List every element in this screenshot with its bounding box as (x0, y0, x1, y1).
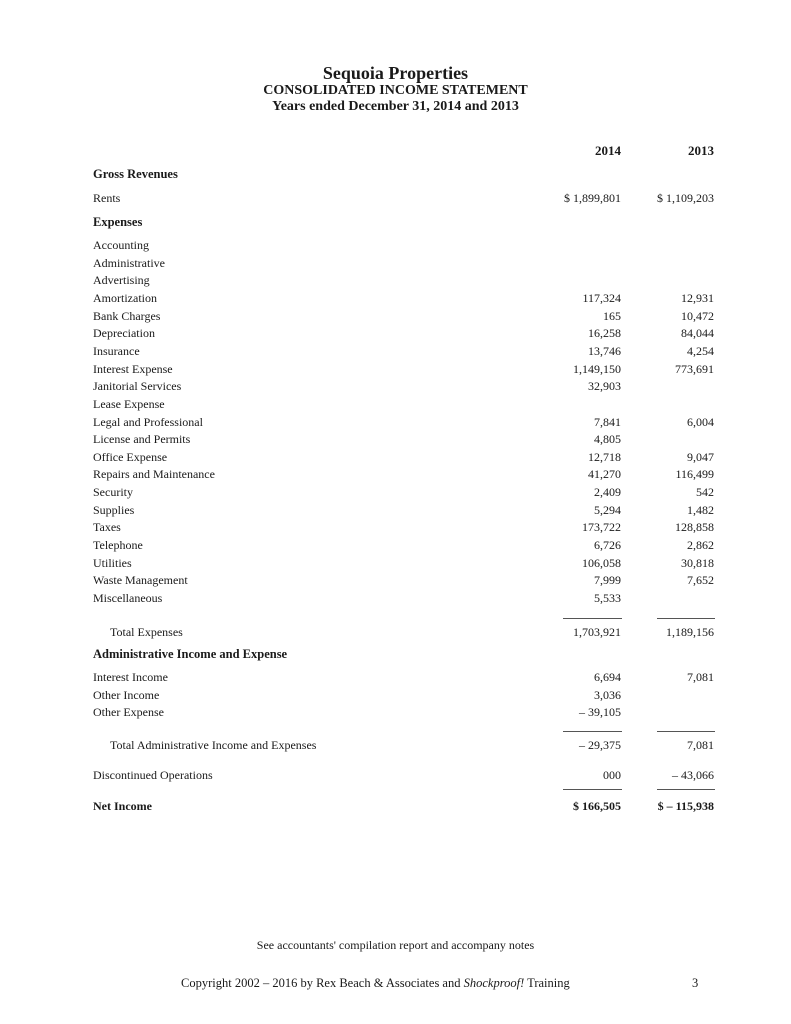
admin-row (0, 670, 791, 688)
value-2014: $ 166,505 (573, 799, 621, 813)
row-net-income (0, 799, 791, 817)
row-label: Insurance (93, 343, 140, 358)
value-2013: 30,818 (681, 555, 714, 570)
copyright-brand: Shockproof! (463, 976, 525, 990)
row-label: Office Expense (93, 449, 168, 464)
admin-rule-2013 (657, 731, 715, 732)
value-2014: 173,722 (582, 520, 621, 535)
value-2013: 6,004 (687, 414, 714, 429)
subtotal-rule-2013 (657, 618, 715, 619)
value-2014: 165 (603, 308, 621, 323)
value-2014: 7,999 (594, 573, 621, 588)
value-2013: – 43,066 (672, 768, 714, 782)
row-label: Depreciation (93, 326, 155, 341)
value-2013: 1,189,156 (666, 625, 714, 639)
row-label: Advertising (93, 273, 150, 288)
row-label: License and Permits (93, 432, 191, 447)
expense-row (0, 326, 791, 344)
value-2013: 84,044 (681, 326, 714, 341)
value-2013: 116,499 (675, 467, 714, 482)
subtotal-rule-2014 (563, 618, 622, 619)
row-label: Lease Expense (93, 396, 165, 411)
expense-row (0, 432, 791, 450)
row-discontinued-operations (0, 768, 791, 786)
row-total-admin (0, 738, 791, 756)
value-2014: 1,149,150 (573, 361, 621, 376)
expense-row (0, 397, 791, 415)
row-total-expenses (0, 625, 791, 643)
expense-row (0, 362, 791, 380)
row-label: Taxes (93, 520, 121, 535)
expense-row (0, 344, 791, 362)
value-2014: 106,058 (582, 555, 621, 570)
row-label: Waste Management (93, 573, 188, 588)
row-label: Amortization (93, 290, 157, 305)
copyright-prefix: Copyright 2002 – 2016 by Rex Beach & Associates and (181, 976, 464, 990)
row-label: Other Income (93, 687, 160, 702)
value-2013: $ 1,109,203 (657, 191, 714, 205)
row-label: Discontinued Operations (93, 768, 213, 782)
expense-row (0, 485, 791, 503)
value-2013: 7,081 (687, 738, 714, 752)
row-label: Utilities (93, 555, 132, 570)
expense-row (0, 450, 791, 468)
row-label: Repairs and Maintenance (93, 467, 215, 482)
row-label: Accounting (93, 238, 149, 252)
net-rule-2014 (563, 789, 622, 790)
expense-row (0, 309, 791, 327)
value-2013: 773,691 (675, 361, 714, 376)
copyright-suffix: Training (524, 976, 570, 990)
value-2014: 5,533 (594, 591, 621, 605)
value-2014: 13,746 (588, 343, 621, 358)
value-2013: 1,482 (687, 502, 714, 517)
row-label: Other Expense (93, 705, 164, 719)
row-label: Interest Expense (93, 361, 173, 376)
company-name: Sequoia Properties (322, 63, 469, 83)
statement-period: Years ended December 31, 2014 and 2013 (272, 99, 519, 114)
section-administrative: Administrative Income and Expense (93, 647, 288, 661)
row-label: Supplies (93, 502, 135, 517)
copyright-line (181, 976, 570, 991)
expense-row (0, 256, 791, 274)
value-2013: 542 (696, 485, 714, 500)
row-label: Bank Charges (93, 308, 161, 323)
value-2013: 2,862 (687, 538, 714, 553)
value-2014: 12,718 (588, 449, 621, 464)
value-2014: 32,903 (588, 379, 621, 394)
expense-row (0, 573, 791, 591)
value-2014: 117,324 (582, 290, 621, 305)
value-2014: 5,294 (594, 502, 621, 517)
column-header-2014: 2014 (595, 143, 621, 158)
value-2014: 6,694 (594, 670, 621, 684)
admin-row (0, 688, 791, 706)
section-gross-revenues: Gross Revenues (93, 167, 178, 181)
expense-row (0, 538, 791, 556)
value-2014: 16,258 (588, 326, 621, 341)
row-label: Rents (93, 191, 121, 205)
expense-row (0, 291, 791, 309)
expense-row (0, 238, 791, 256)
expense-row (0, 379, 791, 397)
value-2014: 000 (603, 768, 621, 782)
value-2014: 41,270 (588, 467, 621, 482)
row-label: Net Income (93, 799, 152, 813)
row-label: Security (93, 485, 133, 500)
row-label: Legal and Professional (93, 414, 203, 429)
expense-row (0, 503, 791, 521)
value-2014: $ 1,899,801 (564, 191, 621, 205)
value-2014: 2,409 (594, 485, 621, 500)
row-label: Janitorial Services (93, 379, 182, 394)
value-2013: 4,254 (687, 343, 714, 358)
statement-title: CONSOLIDATED INCOME STATEMENT (263, 83, 528, 98)
row-label: Interest Income (93, 670, 168, 684)
value-2014: 7,841 (594, 414, 621, 429)
expense-row (0, 467, 791, 485)
admin-row (0, 705, 791, 723)
column-header-2013: 2013 (688, 143, 714, 158)
value-2014: – 29,375 (579, 738, 621, 752)
expense-row (0, 520, 791, 538)
expense-row (0, 591, 791, 609)
footnote: See accountants' compilation report and accompany notes (256, 938, 535, 952)
expense-row (0, 415, 791, 433)
row-label: Administrative (93, 255, 165, 270)
value-2013: 9,047 (687, 449, 714, 464)
row-rents (0, 191, 791, 209)
net-rule-2013 (657, 789, 715, 790)
row-label: Total Administrative Income and Expenses (110, 738, 317, 752)
value-2013: 7,652 (687, 573, 714, 588)
value-2013: 10,472 (681, 308, 714, 323)
row-label: Total Expenses (110, 625, 183, 639)
row-label: Miscellaneous (93, 591, 163, 605)
value-2014: – 39,105 (579, 705, 621, 719)
value-2013: 7,081 (687, 670, 714, 684)
expense-row (0, 273, 791, 291)
row-label: Telephone (93, 538, 143, 553)
value-2013: 12,931 (681, 290, 714, 305)
admin-rule-2014 (563, 731, 622, 732)
expense-row (0, 556, 791, 574)
value-2014: 6,726 (594, 538, 621, 553)
value-2014: 1,703,921 (573, 625, 621, 639)
value-2013: 128,858 (675, 520, 714, 535)
value-2013: $ – 115,938 (657, 799, 714, 813)
value-2014: 4,805 (594, 432, 621, 447)
page-number: 3 (692, 976, 699, 990)
value-2014: 3,036 (594, 687, 621, 702)
section-expenses: Expenses (93, 215, 143, 229)
